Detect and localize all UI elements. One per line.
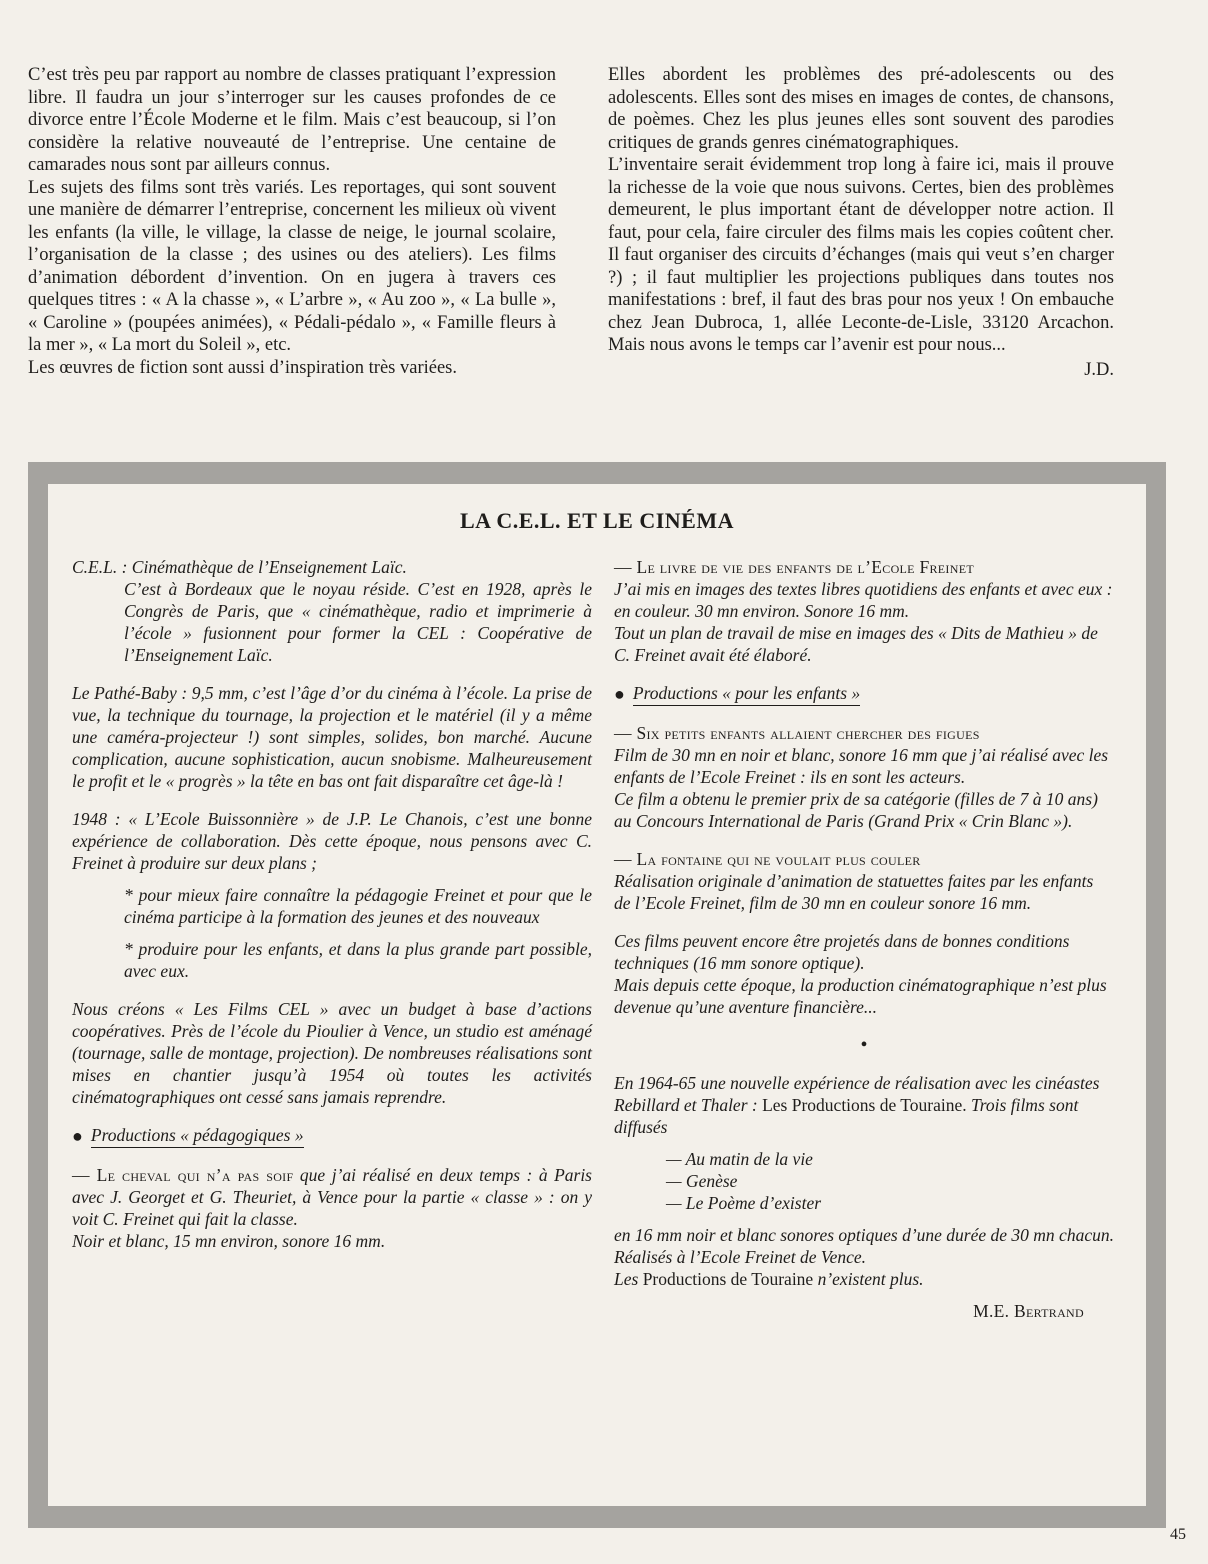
paragraph: C’est très peu par rapport au nombre de classes pratiquant l’expression libre. Il faudra un jour s’interroger sur les causes profondes de ce divorce entre l’École Moderne et le film. Mais c’est beaucoup, si l’on considère la relative nouveauté de l’entreprise. Une centaine de camarades nous sont par ailleurs connus. [28, 65, 556, 175]
text-segment: Productions de Touraine [638, 1269, 814, 1289]
box-left-column [72, 556, 592, 1252]
film-list-item: — Genèse [666, 1171, 738, 1191]
sidebar-box [48, 484, 1146, 1506]
text-segment: Les Productions de Touraine. [757, 1095, 967, 1115]
film-title: — Le livre de vie des enfants de l’Ecole Freinet [614, 557, 974, 577]
text-segment: En 1964-65 une nouvelle expérience de réalisation avec les cinéastes Rebillard et Thaler : [614, 1073, 1100, 1115]
author-initials: J.D. [1084, 359, 1114, 380]
paragraph: 1948 : « L’Ecole Buissonnière » de J.P. Le Chanois, c’est une bonne expérience de collaboration. Dès cette époque, nous pensons avec C. Freinet à produire sur deux plans ; [72, 809, 592, 873]
film-list-item: — Au matin de la vie [666, 1149, 813, 1169]
section-heading [614, 682, 1114, 706]
box-title: LA C.E.L. ET LE CINÉMA [459, 508, 735, 533]
text-segment: n’existent plus. [813, 1269, 924, 1289]
bullet-icon: ● [614, 684, 625, 704]
section-heading-text: Productions « pour les enfants » [633, 682, 860, 706]
paragraph: Les sujets des films sont très variés. Les reportages, qui sont souvent une manière de démarrer l’entreprise, concernent les milieux où vivent les enfants (la ville, le village, la classe de neige, le journal scolaire, l’organisation de la classe ; des usines ou des ateliers). Les films d’animation débordent d’invention. On en jugera à travers ces quelques titres : « A la chasse », « L’arbre », « Au zoo », « La bulle », « Caroline » (poupées animées), « Pédali-pédalo », « Famille fleurs à la mer », « La mort du Soleil », etc. [28, 177, 556, 355]
paragraph: * produire pour les enfants, et dans la plus grande part possible, avec eux. [124, 939, 592, 981]
paragraph: * pour mieux faire connaître la pédagogie Freinet et pour que le cinéma participe à la formation des jeunes et des nouveaux [124, 885, 592, 927]
film-tech: Noir et blanc, 15 mn environ, sonore 16 mm. [72, 1231, 386, 1251]
paragraph: C.E.L. : Cinémathèque de l’Enseignement Laïc. [72, 557, 407, 577]
film-title: — Six petits enfants allaient chercher des figues [614, 723, 980, 743]
film-title: — La fontaine qui ne voulait plus couler [614, 849, 921, 869]
film-entry [72, 1164, 592, 1230]
paragraph: L’inventaire serait évidemment trop long à faire ici, mais il prouve la richesse de la voie que nous suivons. Certes, bien des problèmes demeurent, le plus important étant de développer notre action. Il faut, pour cela, faire circuler des films mais les copies coûtent cher. Il faut organiser des circuits d’échanges (mais qui veut s’en charger ?) ; il faut multiplier les projections publiques dans toutes nos manifestations : bref, il faut des bras pour nos yeux ! On embauche chez Jean Dubroca, 1, allée Leconte-de-Lisle, 33120 Arcachon. Mais nous avons le temps car l’avenir est pour nous... [608, 155, 1114, 355]
paragraph: Elles abordent les problèmes des pré-adolescents ou des adolescents. Elles sont des mises en images de contes, de chansons, de poèmes. Chez les plus jeunes elles sont souvent des parodies critiques de grands genres cinématographiques. [608, 65, 1114, 153]
film-title: — Le cheval qui n’a pas soif [72, 1165, 294, 1185]
box-right-column [614, 556, 1114, 1322]
paragraph: J’ai mis en images des textes libres quotidiens des enfants et avec eux : en couleur. 30 mn environ. Sonore 16 mm. [614, 579, 1113, 621]
section-heading-text: Productions « pédagogiques » [91, 1124, 304, 1148]
paragraph: Ces films peuvent encore être projetés dans de bonnes conditions techniques (16 mm sonore optique). [614, 931, 1070, 973]
paragraph: Film de 30 mn en noir et blanc, sonore 16 mm que j’ai réalisé avec les enfants de l’Ecole Freinet : ils en sont les acteurs. [614, 745, 1109, 787]
page-number: 45 [1170, 1526, 1186, 1543]
separator-dot: • [860, 1034, 868, 1056]
paragraph: Tout un plan de travail de mise en images des « Dits de Mathieu » de C. Freinet avait été élaboré. [614, 623, 1098, 665]
signature: M.E. Bertrand [973, 1301, 1084, 1321]
paragraph: Ce film a obtenu le premier prix de sa catégorie (filles de 7 à 10 ans) au Concours International de Paris (Grand Prix « Crin Blanc »). [614, 789, 1098, 831]
paragraph: Nous créons « Les Films CEL » avec un budget à base d’actions coopératives. Près de l’école du Pioulier à Vence, un studio est aménagé (tournage, salle de montage, projection). De nombreuses réalisations sont mises en chantier jusqu’à 1954 où toutes les activités cinématographiques ont cessé sans jamais reprendre. [72, 999, 592, 1107]
paragraph: en 16 mm noir et blanc sonores optiques d’une durée de 30 mn chacun. Réalisés à l’Ecole Freinet de Vence. [614, 1225, 1114, 1267]
paragraph [614, 1072, 1114, 1138]
sidebar-box-frame [28, 462, 1166, 1528]
paragraph: C’est à Bordeaux que le noyau réside. C’est en 1928, après le Congrès de Paris, que « cinémathèque, radio et imprimerie à l’école » fusionnent pour former la CEL : Coopérative de l’Enseignement Laïc. [124, 579, 592, 665]
bullet-icon: ● [72, 1126, 83, 1146]
paragraph: Mais depuis cette époque, la production cinématographique n’est plus devenue qu’une aventure financière... [614, 975, 1107, 1017]
text-segment: Les [614, 1269, 639, 1289]
article-right-column [608, 64, 1114, 381]
paragraph: Le Pathé-Baby : 9,5 mm, c’est l’âge d’or du cinéma à l’école. La prise de vue, la technique du tournage, la projection et le matériel (il y a même une caméra-projecteur !) sont simples, solides, bon marché. Aucune complication, aucune sophistication, aucun snobisme. Malheureusement le profit et le « progrès » la tête en bas ont fait disparaître cet âge-là ! [72, 683, 592, 791]
film-description: que j’ai réalisé en deux temps : à Paris avec J. Georget et G. Theuriet, à Vence pour la partie « classe » : on y voit C. Freinet qui fait la classe. [72, 1165, 592, 1229]
paragraph: Réalisation originale d’animation de statuettes faites par les enfants de l’Ecole Freinet, film de 30 mn en couleur sonore 16 mm. [614, 871, 1094, 913]
text-segment: Trois films sont diffusés [614, 1095, 1079, 1137]
section-heading [72, 1124, 592, 1148]
paragraph: Les œuvres de fiction sont aussi d’inspiration très variées. [28, 357, 457, 378]
film-list-item: — Le Poème d’exister [666, 1193, 822, 1213]
paragraph [614, 1268, 1114, 1290]
article-left-column [28, 64, 556, 379]
